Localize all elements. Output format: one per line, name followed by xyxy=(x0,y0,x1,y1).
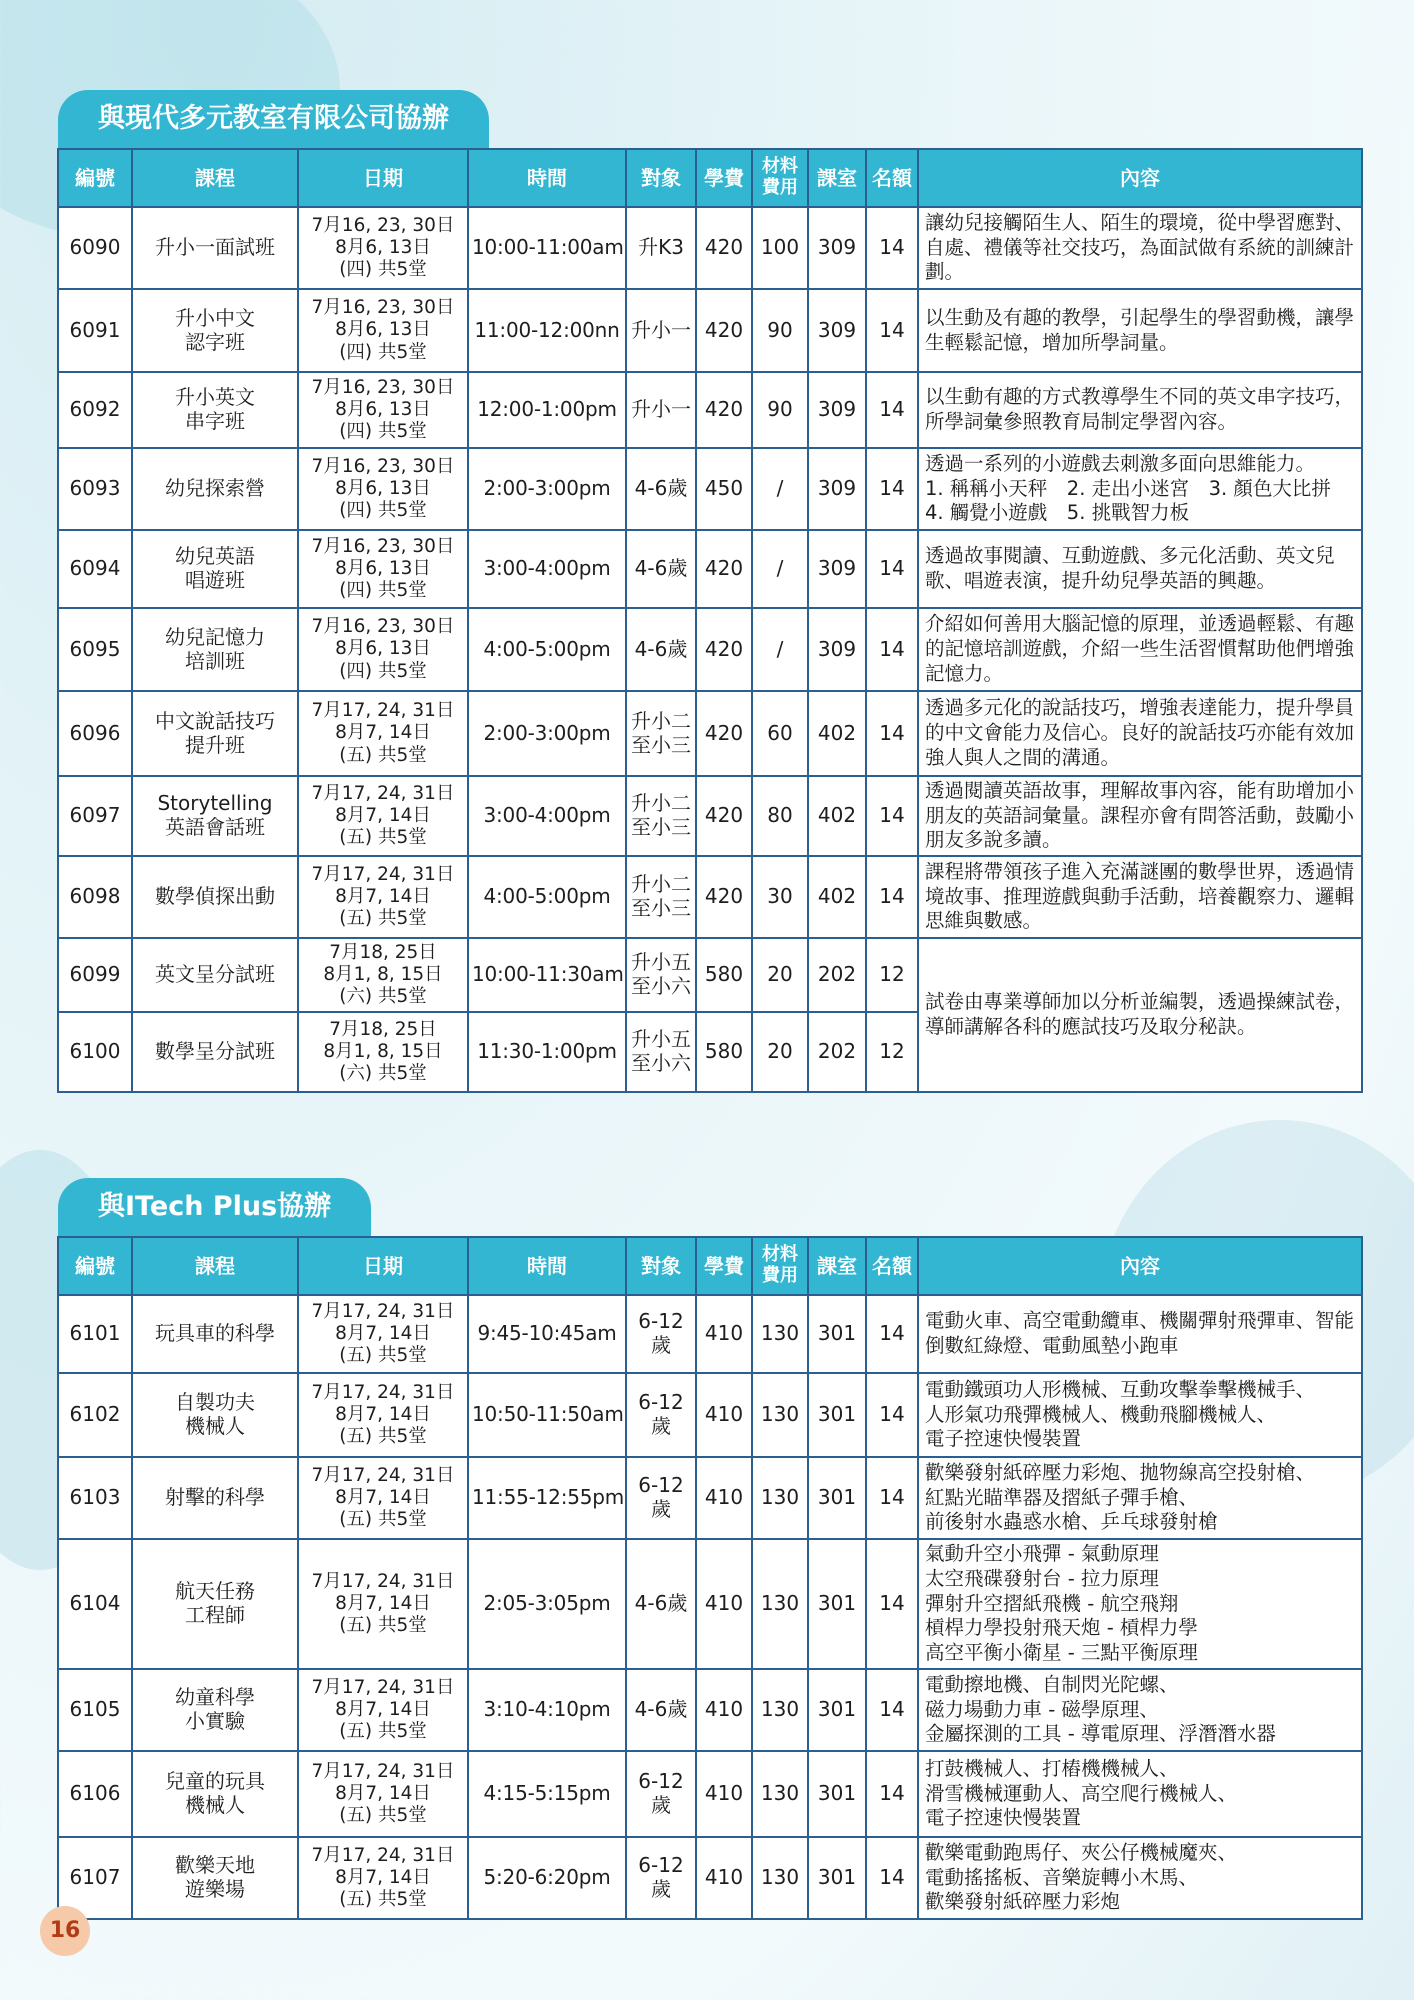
cell-target: 升小五 至小六 xyxy=(626,1012,696,1092)
table-row xyxy=(58,691,1362,776)
cell-course: Storytelling 英語會話班 xyxy=(132,776,298,856)
cell-course: 自製功夫 機械人 xyxy=(132,1373,298,1457)
cell-material: 60 xyxy=(752,691,808,776)
cell-material: 130 xyxy=(752,1751,808,1837)
cell-fee: 420 xyxy=(696,530,752,608)
cell-fee: 410 xyxy=(696,1837,752,1919)
header-fee: 學費 xyxy=(696,149,752,207)
table-row xyxy=(58,608,1362,691)
cell-fee: 450 xyxy=(696,448,752,530)
header-content: 內容 xyxy=(918,149,1362,207)
cell-time: 4:15-5:15pm xyxy=(468,1751,626,1837)
cell-quota: 14 xyxy=(866,608,918,691)
header-course: 課程 xyxy=(132,149,298,207)
cell-date: 7月17, 24, 31日 8月7, 14日 (五) 共5堂 xyxy=(298,1373,468,1457)
cell-room: 301 xyxy=(808,1457,866,1539)
table-row xyxy=(58,938,1362,1012)
cell-course: 升小英文 串字班 xyxy=(132,372,298,448)
cell-material: 90 xyxy=(752,372,808,448)
cell-target: 升小二 至小三 xyxy=(626,691,696,776)
cell-content: 電動鐵頭功人形機械、互動攻擊拳擊機械手、 人形氣功飛彈機械人、機動飛腳機械人、 電子控速快慢裝置 xyxy=(918,1373,1362,1457)
cell-content: 歡樂發射紙碎壓力彩炮、拋物線高空投射槍、 紅點光瞄準器及摺紙子彈手槍、 前後射水蟲惑水槍、乒乓球發射槍 xyxy=(918,1457,1362,1539)
cell-content: 透過一系列的小遊戲去刺激多面向思維能力。 1. 稱稱小天秤 2. 走出小迷宮 3. 顏色大比拼 4. 觸覺小遊戲 5. 挑戰智力板 xyxy=(918,448,1362,530)
table-row xyxy=(58,1837,1362,1919)
cell-room: 202 xyxy=(808,938,866,1012)
cell-fee: 580 xyxy=(696,1012,752,1092)
cell-course: 射擊的科學 xyxy=(132,1457,298,1539)
cell-course: 幼兒記憶力 培訓班 xyxy=(132,608,298,691)
cell-target: 升小二 至小三 xyxy=(626,776,696,856)
cell-code: 6106 xyxy=(58,1751,132,1837)
cell-code: 6099 xyxy=(58,938,132,1012)
cell-time: 11:30-1:00pm xyxy=(468,1012,626,1092)
table-row xyxy=(58,448,1362,530)
cell-course: 升小中文 認字班 xyxy=(132,289,298,372)
header-target: 對象 xyxy=(626,149,696,207)
cell-room: 309 xyxy=(808,289,866,372)
cell-content: 課程將帶領孩子進入充滿謎團的數學世界，透過情境故事、推理遊戲與動手活動，培養觀察力、邏輯思維與數感。 xyxy=(918,856,1362,938)
cell-time: 3:10-4:10pm xyxy=(468,1669,626,1751)
header-course: 課程 xyxy=(132,1237,298,1295)
cell-content: 電動擦地機、自制閃光陀螺、 磁力場動力車 - 磁學原理、 金屬探測的工具 - 導電原理、浮潛潛水器 xyxy=(918,1669,1362,1751)
cell-time: 2:00-3:00pm xyxy=(468,691,626,776)
cell-time: 10:00-11:30am xyxy=(468,938,626,1012)
table-row xyxy=(58,856,1362,938)
cell-time: 2:05-3:05pm xyxy=(468,1539,626,1669)
cell-quota: 14 xyxy=(866,1837,918,1919)
header-room: 課室 xyxy=(808,1237,866,1295)
cell-code: 6103 xyxy=(58,1457,132,1539)
cell-room: 301 xyxy=(808,1669,866,1751)
cell-course: 幼兒英語 唱遊班 xyxy=(132,530,298,608)
cell-target: 升小二 至小三 xyxy=(626,856,696,938)
cell-quota: 14 xyxy=(866,289,918,372)
cell-target: 6-12歲 xyxy=(626,1457,696,1539)
cell-code: 6105 xyxy=(58,1669,132,1751)
cell-fee: 410 xyxy=(696,1669,752,1751)
cell-room: 309 xyxy=(808,207,866,289)
cell-date: 7月16, 23, 30日 8月6, 13日 (四) 共5堂 xyxy=(298,207,468,289)
table-row xyxy=(58,1373,1362,1457)
cell-material: / xyxy=(752,530,808,608)
cell-fee: 420 xyxy=(696,776,752,856)
cell-course: 玩具車的科學 xyxy=(132,1295,298,1373)
cell-room: 309 xyxy=(808,608,866,691)
cell-room: 301 xyxy=(808,1295,866,1373)
cell-date: 7月18, 25日 8月1, 8, 15日 (六) 共5堂 xyxy=(298,938,468,1012)
cell-date: 7月17, 24, 31日 8月7, 14日 (五) 共5堂 xyxy=(298,776,468,856)
cell-time: 10:00-11:00am xyxy=(468,207,626,289)
cell-code: 6107 xyxy=(58,1837,132,1919)
cell-material: 80 xyxy=(752,776,808,856)
cell-material: 100 xyxy=(752,207,808,289)
cell-fee: 410 xyxy=(696,1373,752,1457)
cell-code: 6097 xyxy=(58,776,132,856)
cell-quota: 14 xyxy=(866,1373,918,1457)
cell-date: 7月17, 24, 31日 8月7, 14日 (五) 共5堂 xyxy=(298,1457,468,1539)
cell-time: 5:20-6:20pm xyxy=(468,1837,626,1919)
header-fee: 學費 xyxy=(696,1237,752,1295)
cell-material: 130 xyxy=(752,1837,808,1919)
cell-content: 介紹如何善用大腦記憶的原理，並透過輕鬆、有趣的記憶培訓遊戲，介紹一些生活習慣幫助他們增強記憶力。 xyxy=(918,608,1362,691)
table-row xyxy=(58,1669,1362,1751)
table-header-row xyxy=(58,149,1362,207)
cell-code: 6104 xyxy=(58,1539,132,1669)
cell-time: 12:00-1:00pm xyxy=(468,372,626,448)
cell-code: 6094 xyxy=(58,530,132,608)
cell-time: 3:00-4:00pm xyxy=(468,776,626,856)
table-row xyxy=(58,207,1362,289)
cell-code: 6101 xyxy=(58,1295,132,1373)
cell-quota: 14 xyxy=(866,1539,918,1669)
cell-content: 打鼓機械人、打樁機機械人、 滑雪機械運動人、高空爬行機械人、 電子控速快慢裝置 xyxy=(918,1751,1362,1837)
header-room: 課室 xyxy=(808,149,866,207)
table-row xyxy=(58,289,1362,372)
cell-quota: 12 xyxy=(866,1012,918,1092)
cell-time: 9:45-10:45am xyxy=(468,1295,626,1373)
header-quota: 名額 xyxy=(866,1237,918,1295)
cell-date: 7月17, 24, 31日 8月7, 14日 (五) 共5堂 xyxy=(298,1539,468,1669)
header-code: 編號 xyxy=(58,1237,132,1295)
cell-date: 7月17, 24, 31日 8月7, 14日 (五) 共5堂 xyxy=(298,1837,468,1919)
cell-course: 升小一面試班 xyxy=(132,207,298,289)
cell-target: 4-6歲 xyxy=(626,1539,696,1669)
cell-material: 130 xyxy=(752,1669,808,1751)
cell-quota: 14 xyxy=(866,856,918,938)
cell-code: 6092 xyxy=(58,372,132,448)
header-material: 材料 費用 xyxy=(752,1237,808,1295)
cell-time: 4:00-5:00pm xyxy=(468,856,626,938)
cell-quota: 14 xyxy=(866,372,918,448)
cell-time: 2:00-3:00pm xyxy=(468,448,626,530)
cell-target: 升小一 xyxy=(626,289,696,372)
cell-material: 130 xyxy=(752,1539,808,1669)
cell-material: 20 xyxy=(752,1012,808,1092)
cell-code: 6095 xyxy=(58,608,132,691)
cell-content: 透過故事閱讀、互動遊戲、多元化活動、英文兒歌、唱遊表演，提升幼兒學英語的興趣。 xyxy=(918,530,1362,608)
cell-course: 英文呈分試班 xyxy=(132,938,298,1012)
cell-course: 航天任務 工程師 xyxy=(132,1539,298,1669)
cell-date: 7月16, 23, 30日 8月6, 13日 (四) 共5堂 xyxy=(298,530,468,608)
header-target: 對象 xyxy=(626,1237,696,1295)
cell-fee: 420 xyxy=(696,372,752,448)
table-row xyxy=(58,776,1362,856)
cell-target: 升K3 xyxy=(626,207,696,289)
cell-target: 4-6歲 xyxy=(626,1669,696,1751)
cell-target: 4-6歲 xyxy=(626,608,696,691)
cell-date: 7月17, 24, 31日 8月7, 14日 (五) 共5堂 xyxy=(298,1295,468,1373)
header-date: 日期 xyxy=(298,1237,468,1295)
cell-content: 以生動有趣的方式教導學生不同的英文串字技巧，所學詞彙參照教育局制定學習內容。 xyxy=(918,372,1362,448)
table-row xyxy=(58,372,1362,448)
cell-target: 6-12歲 xyxy=(626,1837,696,1919)
cell-room: 202 xyxy=(808,1012,866,1092)
cell-course: 兒童的玩具 機械人 xyxy=(132,1751,298,1837)
cell-course: 數學呈分試班 xyxy=(132,1012,298,1092)
cell-content: 透過閱讀英語故事，理解故事內容，能有助增加小朋友的英語詞彙量。課程亦會有問答活動，鼓勵小朋友多說多讀。 xyxy=(918,776,1362,856)
cell-content: 讓幼兒接觸陌生人、陌生的環境，從中學習應對、自處、禮儀等社交技巧，為面試做有系統的訓練計劃。 xyxy=(918,207,1362,289)
cell-quota: 14 xyxy=(866,207,918,289)
cell-date: 7月17, 24, 31日 8月7, 14日 (五) 共5堂 xyxy=(298,1669,468,1751)
cell-room: 402 xyxy=(808,691,866,776)
cell-target: 4-6歲 xyxy=(626,448,696,530)
cell-course: 數學偵探出動 xyxy=(132,856,298,938)
cell-quota: 14 xyxy=(866,1751,918,1837)
page-number: 16 xyxy=(40,1906,90,1956)
cell-quota: 14 xyxy=(866,776,918,856)
cell-time: 10:50-11:50am xyxy=(468,1373,626,1457)
cell-material: 130 xyxy=(752,1457,808,1539)
cell-fee: 410 xyxy=(696,1751,752,1837)
cell-room: 301 xyxy=(808,1751,866,1837)
table-row xyxy=(58,1751,1362,1837)
cell-fee: 410 xyxy=(696,1539,752,1669)
cell-date: 7月18, 25日 8月1, 8, 15日 (六) 共5堂 xyxy=(298,1012,468,1092)
cell-room: 309 xyxy=(808,530,866,608)
cell-time: 11:00-12:00nn xyxy=(468,289,626,372)
cell-target: 升小五 至小六 xyxy=(626,938,696,1012)
cell-material: 20 xyxy=(752,938,808,1012)
cell-fee: 420 xyxy=(696,608,752,691)
cell-content: 電動火車、高空電動纜車、機關彈射飛彈車、智能倒數紅綠燈、電動風墊小跑車 xyxy=(918,1295,1362,1373)
cell-time: 11:55-12:55pm xyxy=(468,1457,626,1539)
cell-fee: 410 xyxy=(696,1295,752,1373)
cell-room: 301 xyxy=(808,1539,866,1669)
table-row xyxy=(58,1539,1362,1669)
cell-fee: 420 xyxy=(696,856,752,938)
cell-code: 6096 xyxy=(58,691,132,776)
cell-time: 4:00-5:00pm xyxy=(468,608,626,691)
cell-content: 以生動及有趣的教學，引起學生的學習動機，讓學生輕鬆記憶，增加所學詞量。 xyxy=(918,289,1362,372)
cell-content: 氣動升空小飛彈 - 氣動原理 太空飛碟發射台 - 拉力原理 彈射升空摺紙飛機 - 航空飛翔 槓桿力學投射飛天炮 - 槓桿力學 高空平衡小衛星 - 三點平衡原理 xyxy=(918,1539,1362,1669)
cell-code: 6102 xyxy=(58,1373,132,1457)
cell-room: 301 xyxy=(808,1373,866,1457)
cell-code: 6093 xyxy=(58,448,132,530)
cell-code: 6098 xyxy=(58,856,132,938)
cell-fee: 420 xyxy=(696,289,752,372)
cell-content: 試卷由專業導師加以分析並編製，透過操練試卷，導師講解各科的應試技巧及取分秘訣。 xyxy=(918,938,1362,1092)
cell-material: / xyxy=(752,608,808,691)
header-material: 材料 費用 xyxy=(752,149,808,207)
cell-course: 幼童科學 小實驗 xyxy=(132,1669,298,1751)
header-date: 日期 xyxy=(298,149,468,207)
cell-target: 升小一 xyxy=(626,372,696,448)
cell-room: 402 xyxy=(808,776,866,856)
cell-fee: 420 xyxy=(696,207,752,289)
cell-material: 30 xyxy=(752,856,808,938)
cell-fee: 420 xyxy=(696,691,752,776)
cell-material: 130 xyxy=(752,1295,808,1373)
cell-course: 幼兒探索營 xyxy=(132,448,298,530)
cell-date: 7月17, 24, 31日 8月7, 14日 (五) 共5堂 xyxy=(298,856,468,938)
table-row xyxy=(58,1295,1362,1373)
cell-date: 7月16, 23, 30日 8月6, 13日 (四) 共5堂 xyxy=(298,608,468,691)
cell-quota: 14 xyxy=(866,1295,918,1373)
cell-code: 6100 xyxy=(58,1012,132,1092)
cell-target: 6-12歲 xyxy=(626,1295,696,1373)
course-table xyxy=(57,148,1363,1093)
cell-quota: 14 xyxy=(866,530,918,608)
section-title: 與現代多元教室有限公司協辦 xyxy=(58,90,489,148)
cell-room: 309 xyxy=(808,372,866,448)
section-title: 與ITech Plus協辦 xyxy=(58,1178,371,1236)
header-time: 時間 xyxy=(468,1237,626,1295)
cell-code: 6091 xyxy=(58,289,132,372)
cell-quota: 12 xyxy=(866,938,918,1012)
header-time: 時間 xyxy=(468,149,626,207)
cell-material: 130 xyxy=(752,1373,808,1457)
header-code: 編號 xyxy=(58,149,132,207)
cell-material: 90 xyxy=(752,289,808,372)
cell-code: 6090 xyxy=(58,207,132,289)
cell-quota: 14 xyxy=(866,448,918,530)
cell-date: 7月16, 23, 30日 8月6, 13日 (四) 共5堂 xyxy=(298,289,468,372)
cell-date: 7月16, 23, 30日 8月6, 13日 (四) 共5堂 xyxy=(298,448,468,530)
cell-date: 7月17, 24, 31日 8月7, 14日 (五) 共5堂 xyxy=(298,691,468,776)
cell-quota: 14 xyxy=(866,1457,918,1539)
cell-date: 7月17, 24, 31日 8月7, 14日 (五) 共5堂 xyxy=(298,1751,468,1837)
cell-target: 6-12歲 xyxy=(626,1373,696,1457)
header-content: 內容 xyxy=(918,1237,1362,1295)
cell-material: / xyxy=(752,448,808,530)
cell-quota: 14 xyxy=(866,1669,918,1751)
cell-room: 301 xyxy=(808,1837,866,1919)
cell-target: 4-6歲 xyxy=(626,530,696,608)
course-table xyxy=(57,1236,1363,1920)
cell-course: 歡樂天地 遊樂場 xyxy=(132,1837,298,1919)
table-row xyxy=(58,1457,1362,1539)
cell-fee: 410 xyxy=(696,1457,752,1539)
header-quota: 名額 xyxy=(866,149,918,207)
cell-quota: 14 xyxy=(866,691,918,776)
cell-content: 歡樂電動跑馬仔、夾公仔機械魔夾、 電動搖搖板、音樂旋轉小木馬、 歡樂發射紙碎壓力彩炮 xyxy=(918,1837,1362,1919)
cell-date: 7月16, 23, 30日 8月6, 13日 (四) 共5堂 xyxy=(298,372,468,448)
cell-course: 中文說話技巧 提升班 xyxy=(132,691,298,776)
cell-target: 6-12歲 xyxy=(626,1751,696,1837)
cell-room: 309 xyxy=(808,448,866,530)
cell-room: 402 xyxy=(808,856,866,938)
cell-content: 透過多元化的說話技巧，增強表達能力，提升學員的中文會能力及信心。良好的說話技巧亦能有效加強人與人之間的溝通。 xyxy=(918,691,1362,776)
cell-fee: 580 xyxy=(696,938,752,1012)
table-row xyxy=(58,530,1362,608)
cell-time: 3:00-4:00pm xyxy=(468,530,626,608)
table-header-row xyxy=(58,1237,1362,1295)
